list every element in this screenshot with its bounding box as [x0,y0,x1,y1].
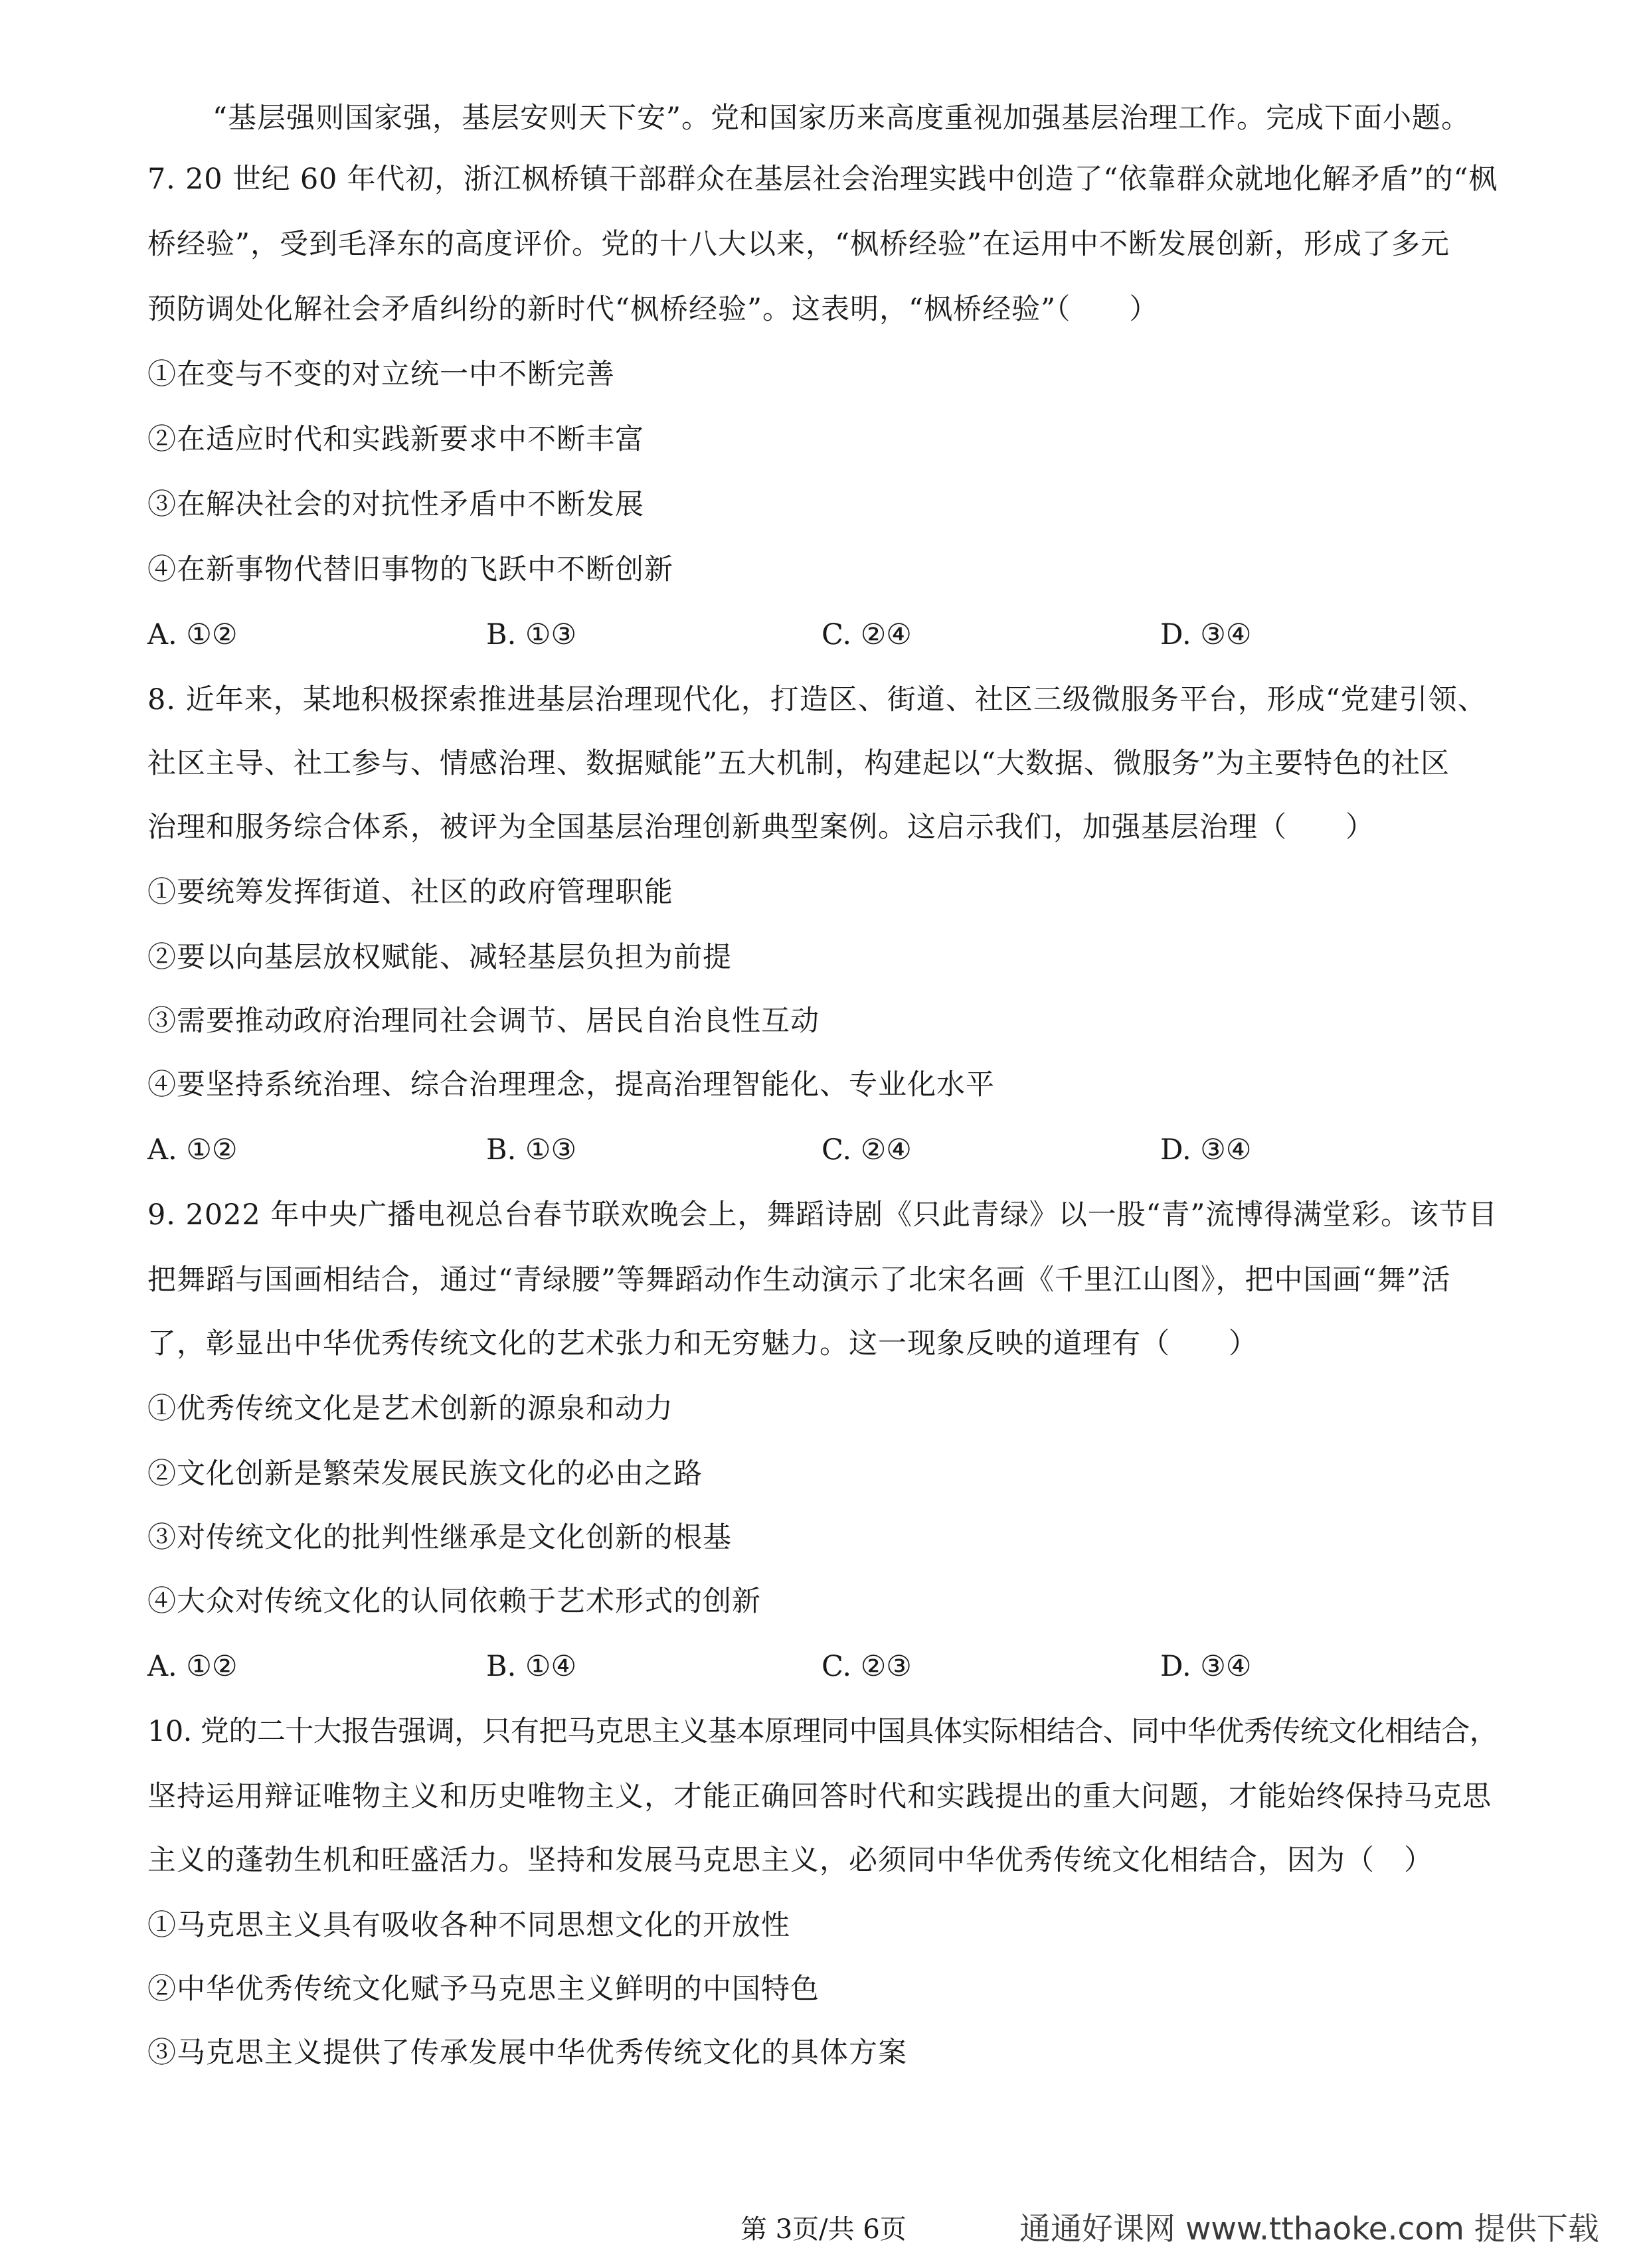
q8-option-b[interactable]: B. ①③ [486,1133,577,1167]
q9-item-1: ①优秀传统文化是艺术创新的源泉和动力 [147,1392,673,1425]
q7-option-c[interactable]: C. ②④ [822,618,912,651]
q10-stem-line-1: 10. 党的二十大报告强调，只有把马克思主义基本原理同中国具体实际相结合、同中华优秀传统文化相结合， [147,1715,1498,1748]
q10-item-3: ③马克思主义提供了传承发展中华优秀传统文化的具体方案 [147,2036,907,2069]
section-intro: “基层强则国家强，基层安则天下安”。党和国家历来高度重视加强基层治理工作。完成下面小题。 [213,102,1470,135]
q9-option-a[interactable]: A. ①② [147,1650,238,1683]
q9-item-2: ②文化创新是繁荣发展民族文化的必由之路 [147,1457,703,1491]
q10-stem-line-2: 坚持运用辩证唯物主义和历史唯物主义，才能正确回答时代和实践提出的重大问题，才能始终保持马克思 [147,1780,1492,1813]
q7-item-1: ①在变与不变的对立统一中不断完善 [147,358,615,391]
q8-option-c[interactable]: C. ②④ [822,1133,912,1167]
q7-stem-line-2: 桥经验”，受到毛泽东的高度评价。党的十八大以来，“枫桥经验”在运用中不断发展创新，形成了多元 [147,228,1450,261]
q8-stem-line-3: 治理和服务综合体系，被评为全国基层治理创新典型案例。这启示我们，加强基层治理（ ） [147,811,1375,844]
site-watermark: 通通好课网 www.tthaoke.com 提供下载 [1019,2211,1599,2247]
q7-item-4: ④在新事物代替旧事物的飞跃中不断创新 [147,553,673,586]
q9-item-3: ③对传统文化的批判性继承是文化创新的根基 [147,1521,732,1554]
q7-option-a[interactable]: A. ①② [147,618,238,651]
q8-item-2: ②要以向基层放权赋能、减轻基层负担为前提 [147,941,732,974]
q7-item-2: ②在适应时代和实践新要求中不断丰富 [147,423,644,456]
q7-option-b[interactable]: B. ①③ [486,618,577,651]
q9-option-b[interactable]: B. ①④ [486,1650,577,1683]
q9-item-4: ④大众对传统文化的认同依赖于艺术形式的创新 [147,1585,761,1618]
q8-option-a[interactable]: A. ①② [147,1133,238,1167]
q8-item-3: ③需要推动政府治理同社会调节、居民自治良性互动 [147,1005,820,1038]
q7-option-d[interactable]: D. ③④ [1160,618,1252,651]
q8-option-d[interactable]: D. ③④ [1160,1133,1252,1167]
q9-option-d[interactable]: D. ③④ [1160,1650,1252,1683]
q7-stem-line-1: 7. 20 世纪 60 年代初，浙江枫桥镇干部群众在基层社会治理实践中创造了“依靠群众就地化解矛盾”的“枫 [147,163,1498,196]
page-number-footer: 第 3页/共 6页 [740,2214,907,2245]
q9-stem-line-1: 9. 2022 年中央广播电视总台春节联欢晚会上，舞蹈诗剧《只此青绿》以一股“青”流博得满堂彩。该节目 [147,1198,1498,1232]
q10-item-1: ①马克思主义具有吸收各种不同思想文化的开放性 [147,1909,790,1942]
q8-stem-line-2: 社区主导、社工参与、情感治理、数据赋能”五大机制，构建起以“大数据、微服务”为主要特色的社区 [147,747,1450,780]
q10-stem-line-3: 主义的蓬勃生机和旺盛活力。坚持和发展马克思主义，必须同中华优秀传统文化相结合，因为（ ） [147,1844,1433,1877]
q9-option-c[interactable]: C. ②③ [822,1650,912,1683]
q7-item-3: ③在解决社会的对抗性矛盾中不断发展 [147,488,644,521]
q10-item-2: ②中华优秀传统文化赋予马克思主义鲜明的中国特色 [147,1973,820,2006]
q9-stem-line-2: 把舞蹈与国画相结合，通过“青绿腰”等舞蹈动作生动演示了北宋名画《千里江山图》，把中国画“舞”活 [147,1263,1451,1297]
q9-stem-line-3: 了，彰显出中华优秀传统文化的艺术张力和无穷魅力。这一现象反映的道理有（ ） [147,1327,1258,1360]
q8-item-4: ④要坚持系统治理、综合治理理念，提高治理智能化、专业化水平 [147,1068,995,1101]
q7-stem-line-3: 预防调处化解社会矛盾纠纷的新时代“枫桥经验”。这表明，“枫桥经验”（ ） [147,293,1159,326]
q8-stem-line-1: 8. 近年来，某地积极探索推进基层治理现代化，打造区、街道、社区三级微服务平台，形成“党建引领、 [147,683,1487,716]
q8-item-1: ①要统筹发挥街道、社区的政府管理职能 [147,876,673,909]
